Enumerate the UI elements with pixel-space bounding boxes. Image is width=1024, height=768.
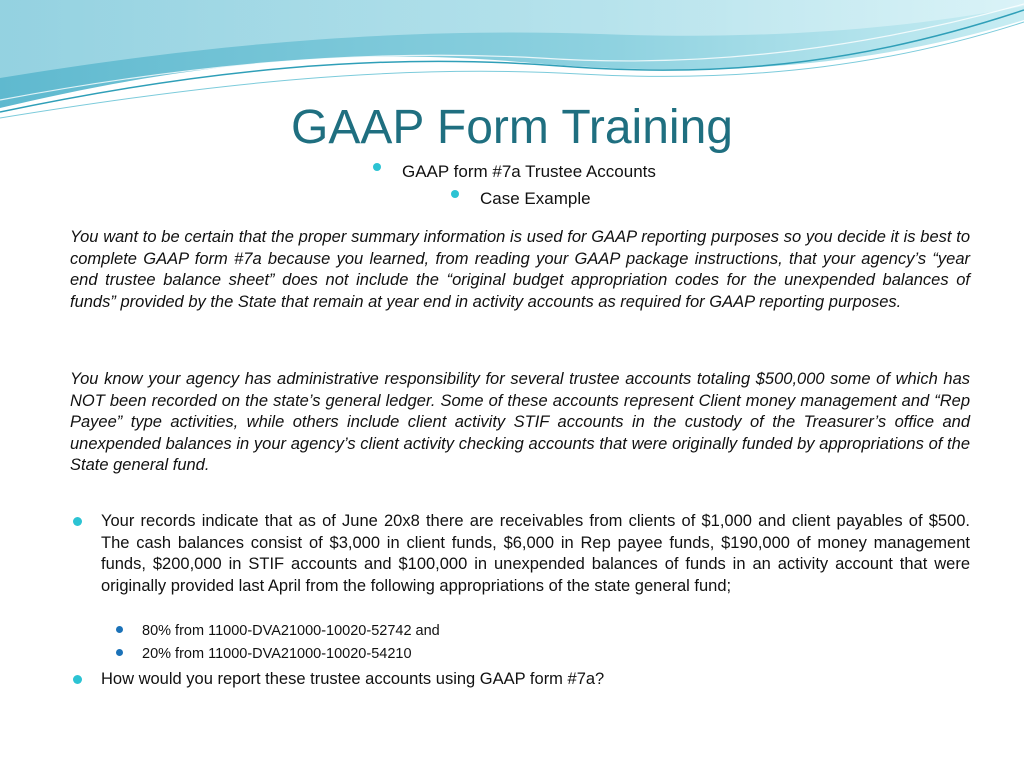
slide-title: GAAP Form Training — [291, 101, 733, 154]
question-text: How would you report these trustee accounts using GAAP form #7a? — [101, 670, 605, 688]
records-text: Your records indicate that as of June 20x8 there are receivables from clients of $1,000 and client payables of $500. The cash balances consist of $3,000 in client funds, $6,000 in Rep payee funds, $190,000 of money management funds, $200,000 in STIF accounts and $100,000 in unexpended balances of funds in an activity account that were originally provided last April from the following appropriations of the state general fund; — [101, 512, 970, 595]
bullet-dot-icon — [451, 190, 459, 198]
appropriation-sub-bullet-1 — [142, 621, 440, 641]
appropriation-text-1: 80% from 11000-DVA21000-10020-52742 and — [142, 623, 440, 639]
records-bullet — [101, 511, 970, 597]
bullet-dot-icon — [73, 517, 82, 526]
intro-paragraph: You want to be certain that the proper summary information is used for GAAP reporting purposes so you decide it is best to complete GAAP form #7a because you learned, from reading your GAAP package instructions, that your agency’s “year end trustee balance sheet” does not include the “original budget appropriation codes for the unexpended balances of funds” provided by the State that remain at year end in activity accounts as required for GAAP reporting purposes. — [70, 228, 970, 311]
responsibility-paragraph: You know your agency has administrative responsibility for several trustee accounts totaling $500,000 some of which has NOT been recorded on the state’s general ledger. Some of these accounts represent Client money management and “Rep Payee” type activities, while others include client activity STIF accounts in the custody of the Treasurer’s office and unexpended balances in your agency’s client activity checking accounts that were originally funded by appropriations of the State general fund. — [70, 370, 970, 474]
subtitle-line-2: Case Example — [480, 189, 591, 208]
subtitle-bullet-1 — [402, 161, 656, 183]
bullet-dot-icon — [73, 675, 82, 684]
appropriation-text-2: 20% from 11000-DVA21000-10020-54210 — [142, 646, 412, 662]
subtitle-bullet-2 — [480, 188, 591, 210]
question-bullet — [101, 669, 970, 691]
bullet-dot-icon — [116, 649, 123, 656]
subtitle-line-1: GAAP form #7a Trustee Accounts — [402, 162, 656, 181]
bullet-dot-icon — [116, 626, 123, 633]
appropriation-sub-bullet-2 — [142, 644, 412, 664]
bullet-dot-icon — [373, 163, 381, 171]
